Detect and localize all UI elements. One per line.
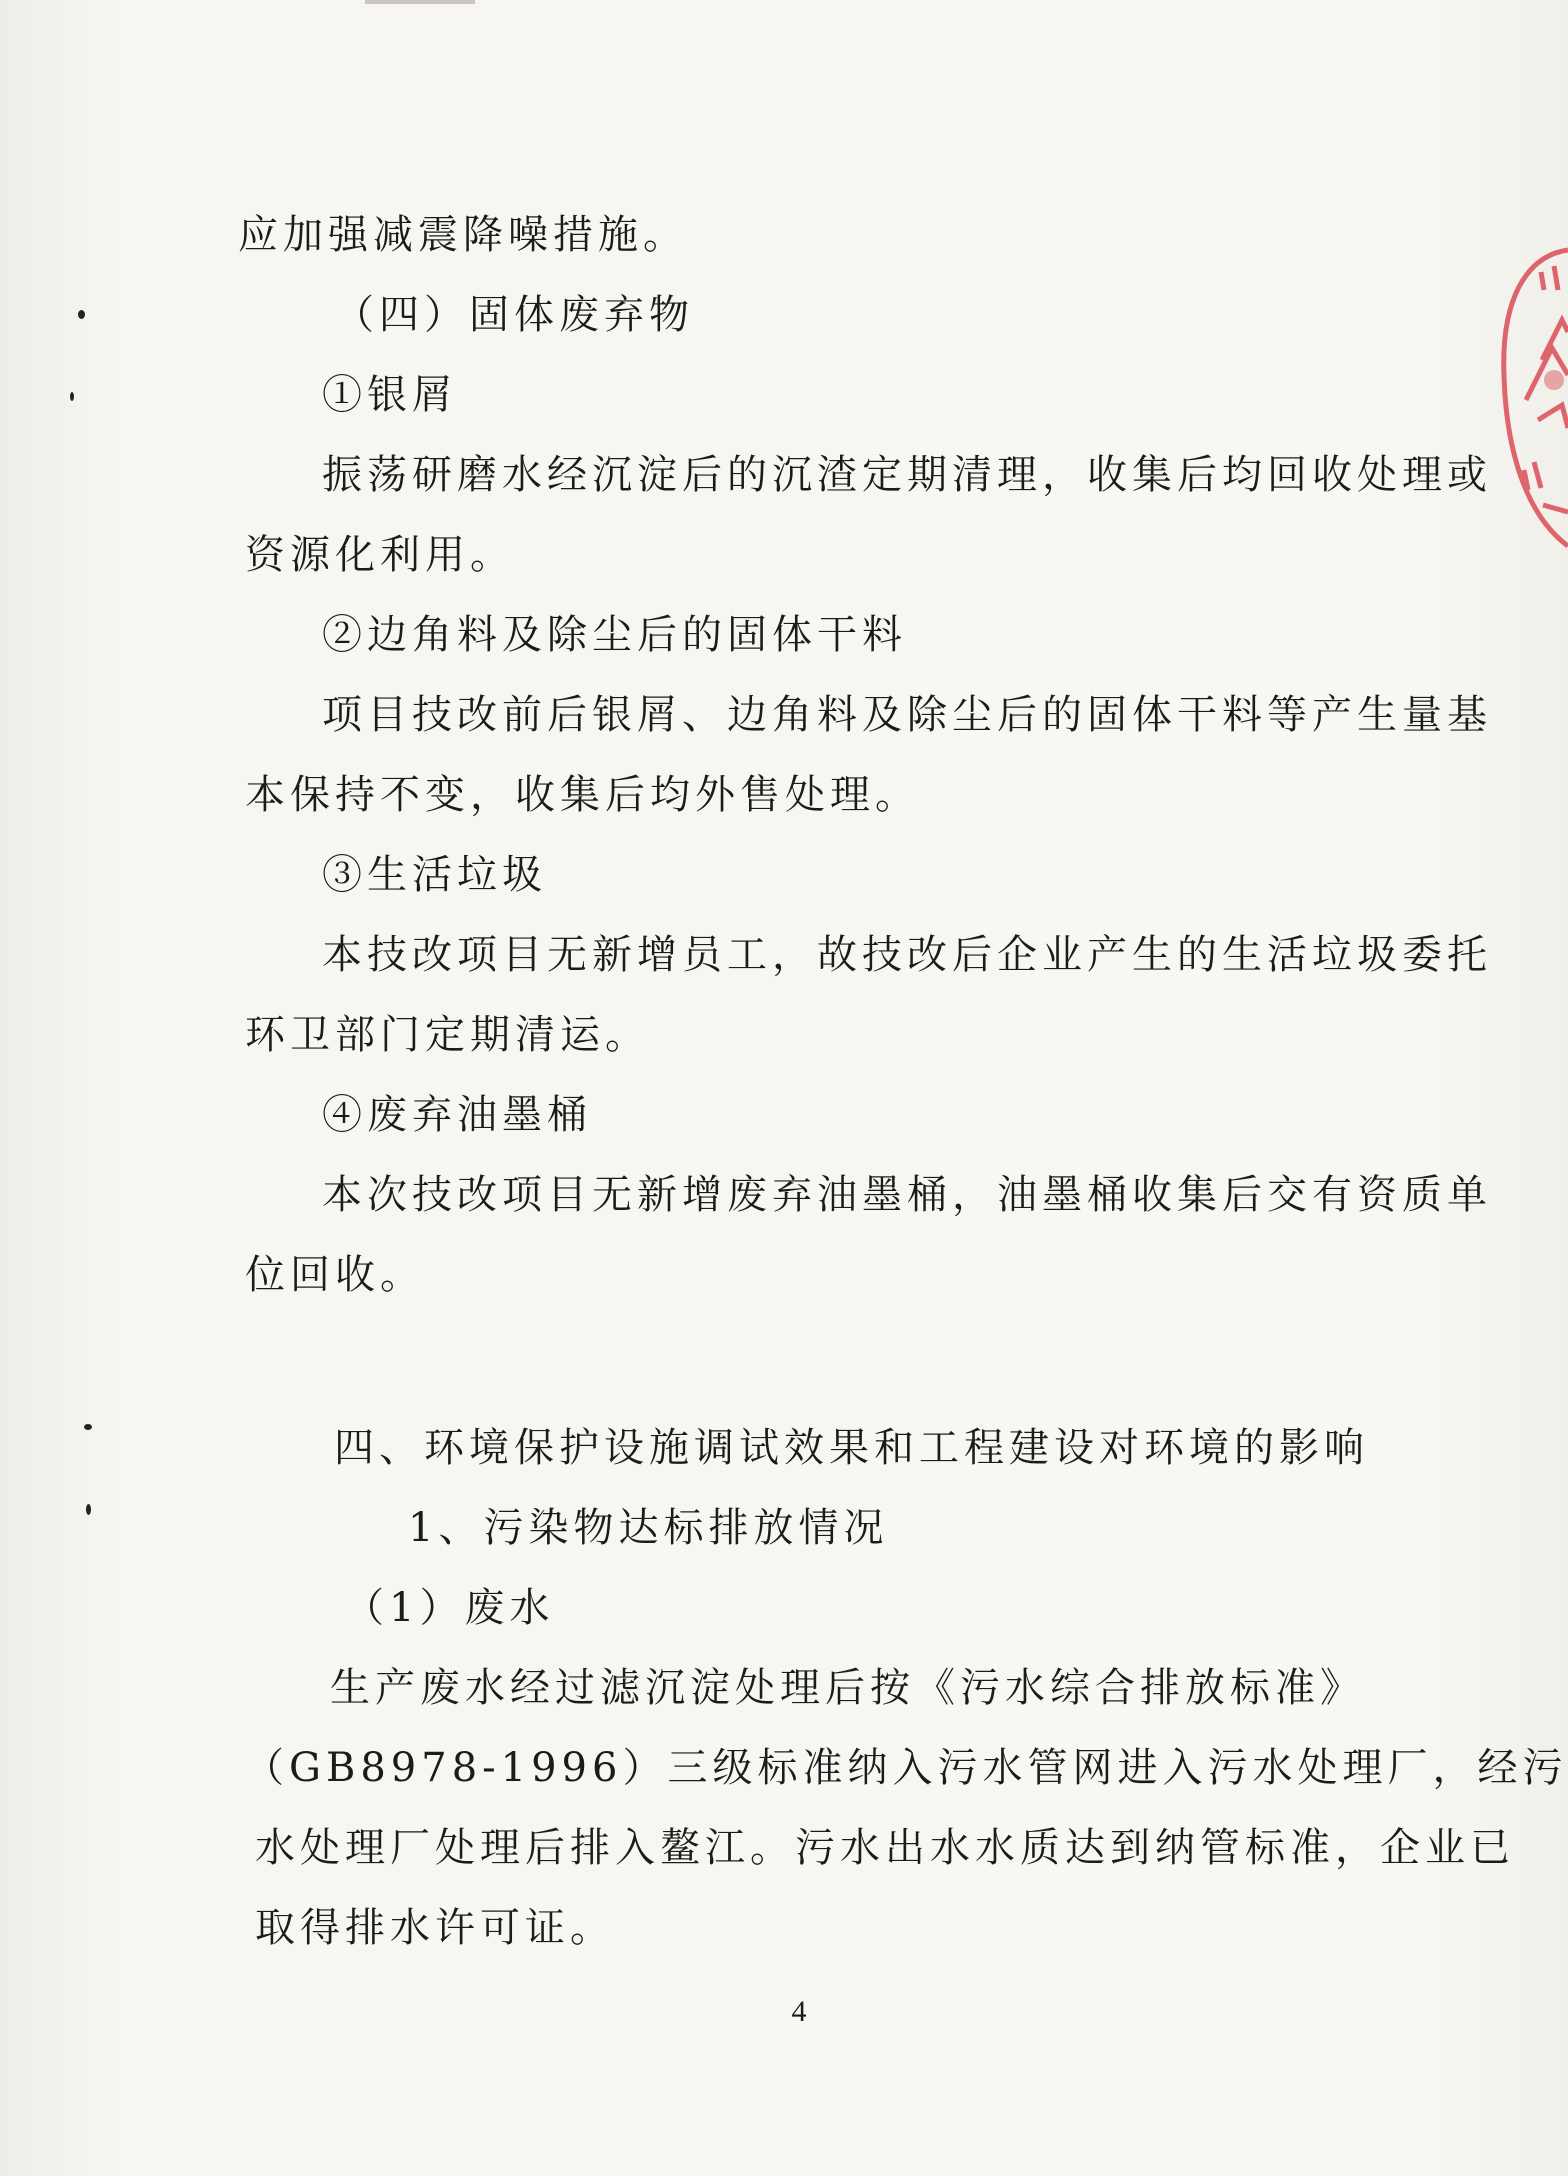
paragraph-domestic-garbage-line-2: 环卫部门定期清运。 [245,1012,650,1058]
subheading-silver-scrap: ①银屑 [322,372,457,418]
paragraph-ink-buckets-line-1: 本次技改项目无新增废弃油墨桶，油墨桶收集后交有资质单 [322,1172,1492,1218]
paragraph-silver-scrap-line-2: 资源化利用。 [245,532,515,578]
red-seal-stamp [1486,240,1568,570]
paragraph-wastewater-line-1: 生产废水经过滤沉淀处理后按《污水综合排放标准》 [330,1665,1365,1711]
paragraph-ink-buckets-line-2: 位回收。 [245,1252,425,1298]
scan-speck [78,310,85,319]
paragraph-wastewater-line-2: （GB8978-1996）三级标准纳入污水管网进入污水处理厂，经污 [244,1745,1568,1791]
scan-speck [86,1504,91,1515]
subheading-edge-material: ②边角料及除尘后的固体干料 [322,612,907,658]
subsection-heading-discharge: 1、污染物达标排放情况 [408,1505,889,1551]
scan-edge-mark [365,0,475,4]
page-number: 4 [791,1995,807,2028]
paragraph-edge-material-line-1: 项目技改前后银屑、边角料及除尘后的固体干料等产生量基 [322,692,1492,738]
paragraph-wastewater-line-3: 水处理厂处理后排入鳌江。污水出水水质达到纳管标准，企业已 [255,1825,1515,1871]
text-line-1: 应加强减震降噪措施。 [238,212,688,258]
scan-speck [84,1424,92,1430]
paragraph-edge-material-line-2: 本保持不变，收集后均外售处理。 [245,772,920,818]
section-heading-solid-waste: （四）固体废弃物 [334,292,694,338]
paragraph-silver-scrap-line-1: 振荡研磨水经沉淀后的沉渣定期清理，收集后均回收处理或 [322,452,1492,498]
paragraph-domestic-garbage-line-1: 本技改项目无新增员工，故技改后企业产生的生活垃圾委托 [322,932,1492,978]
paragraph-wastewater-line-4: 取得排水许可证。 [255,1905,615,1951]
subheading-ink-buckets: ④废弃油墨桶 [322,1092,592,1138]
section-heading-environmental-impact: 四、环境保护设施调试效果和工程建设对环境的影响 [334,1425,1369,1471]
subheading-domestic-garbage: ③生活垃圾 [322,852,547,898]
subheading-wastewater: （1）废水 [344,1585,555,1631]
scan-speck [70,392,74,401]
